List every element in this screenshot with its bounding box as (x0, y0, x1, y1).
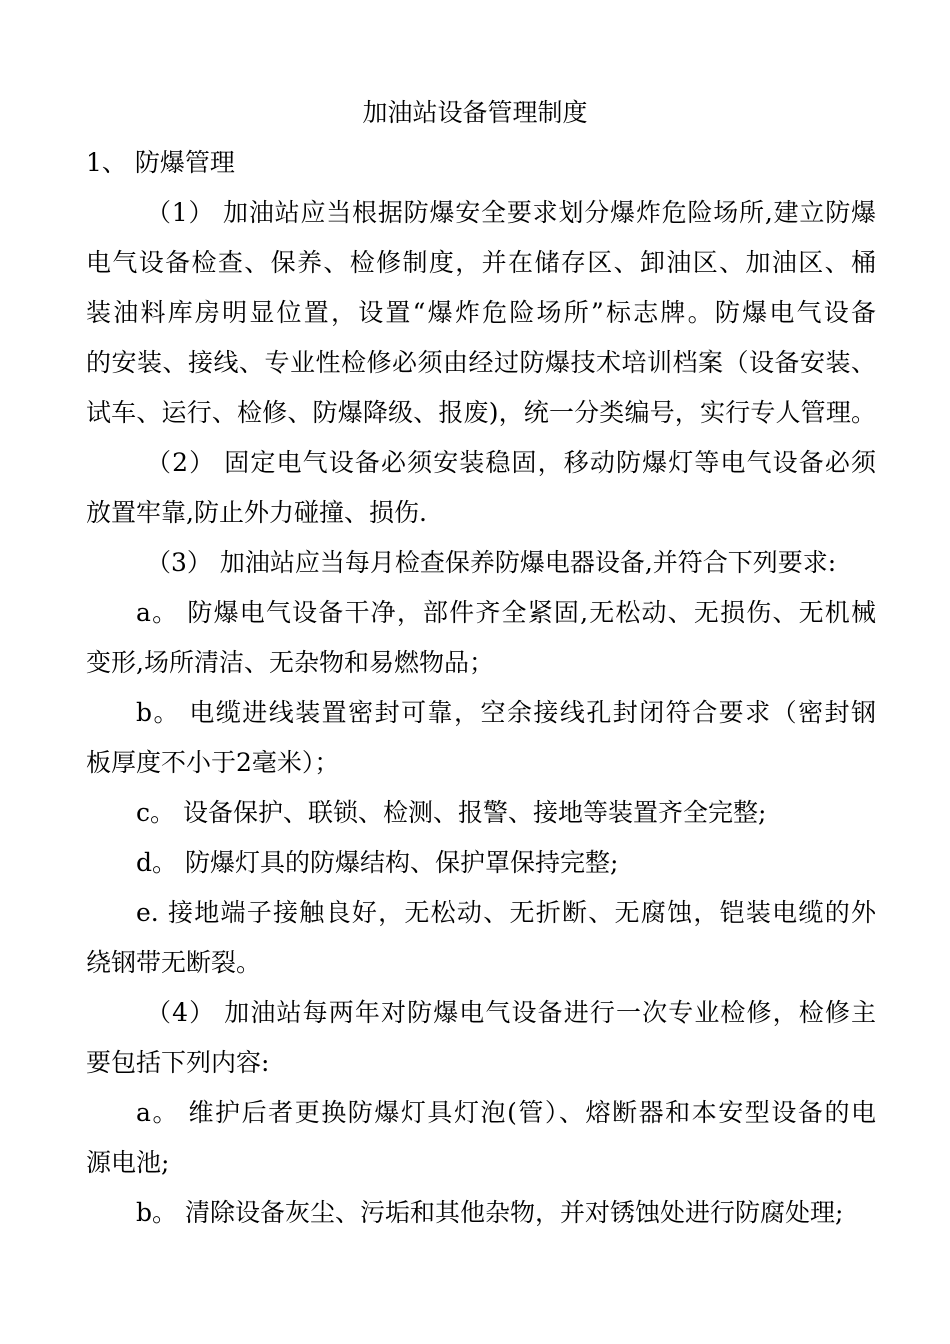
list-item-line: b。 清除设备灰尘、污垢和其他杂物，并对锈蚀处进行防腐处理; (136, 1198, 844, 1227)
document-title: 加油站设备管理制度 (362, 98, 588, 127)
list-item-line: 绕钢带无断裂。 (86, 948, 262, 977)
paragraph-line: （1） 加油站应当根据防爆安全要求划分爆炸危险场所,建立防爆 (146, 198, 876, 227)
section-heading: 1、 防爆管理 (86, 148, 235, 177)
paragraph-line: 电气设备检查、保养、检修制度，并在储存区、卸油区、加油区、桶 (86, 248, 876, 277)
list-item-line: 板厚度不小于2毫米）； (86, 748, 340, 777)
paragraph-line: （2） 固定电气设备必须安装稳固，移动防爆灯等电气设备必须 (146, 448, 876, 477)
paragraph-line: 放置牢靠,防止外力碰撞、损伤. (86, 498, 427, 527)
paragraph-line: （4） 加油站每两年对防爆电气设备进行一次专业检修，检修主 (146, 998, 876, 1027)
list-item-line: c。 设备保护、联锁、检测、报警、接地等装置齐全完整; (136, 798, 767, 827)
list-item-line: b。 电缆进线装置密封可靠，空余接线孔封闭符合要求（密封钢 (136, 698, 876, 727)
paragraph-line: （3） 加油站应当每月检查保养防爆电器设备,并符合下列要求: (146, 548, 837, 577)
list-item-line: e. 接地端子接触良好，无松动、无折断、无腐蚀，铠装电缆的外 (136, 898, 876, 927)
list-item-line: d。 防爆灯具的防爆结构、保护罩保持完整; (136, 848, 619, 877)
list-item-line: 变形,场所清洁、无杂物和易燃物品； (86, 648, 494, 677)
list-item-line: 源电池; (86, 1148, 170, 1177)
list-item-line: a。 防爆电气设备干净，部件齐全紧固,无松动、无损伤、无机械 (136, 598, 876, 627)
paragraph-line: 的安装、接线、专业性检修必须由经过防爆技术培训档案（设备安装、 (86, 348, 876, 377)
paragraph-line: 要包括下列内容: (86, 1048, 270, 1077)
paragraph-line: 装油料库房明显位置，设置“爆炸危险场所”标志牌。防爆电气设备 (86, 298, 876, 327)
list-item-line: a。 维护后者更换防爆灯具灯泡(管）、熔断器和本安型设备的电 (136, 1098, 876, 1127)
paragraph-line: 试车、运行、检修、防爆降级、报废)，统一分类编号，实行专人管理。 (86, 398, 876, 427)
